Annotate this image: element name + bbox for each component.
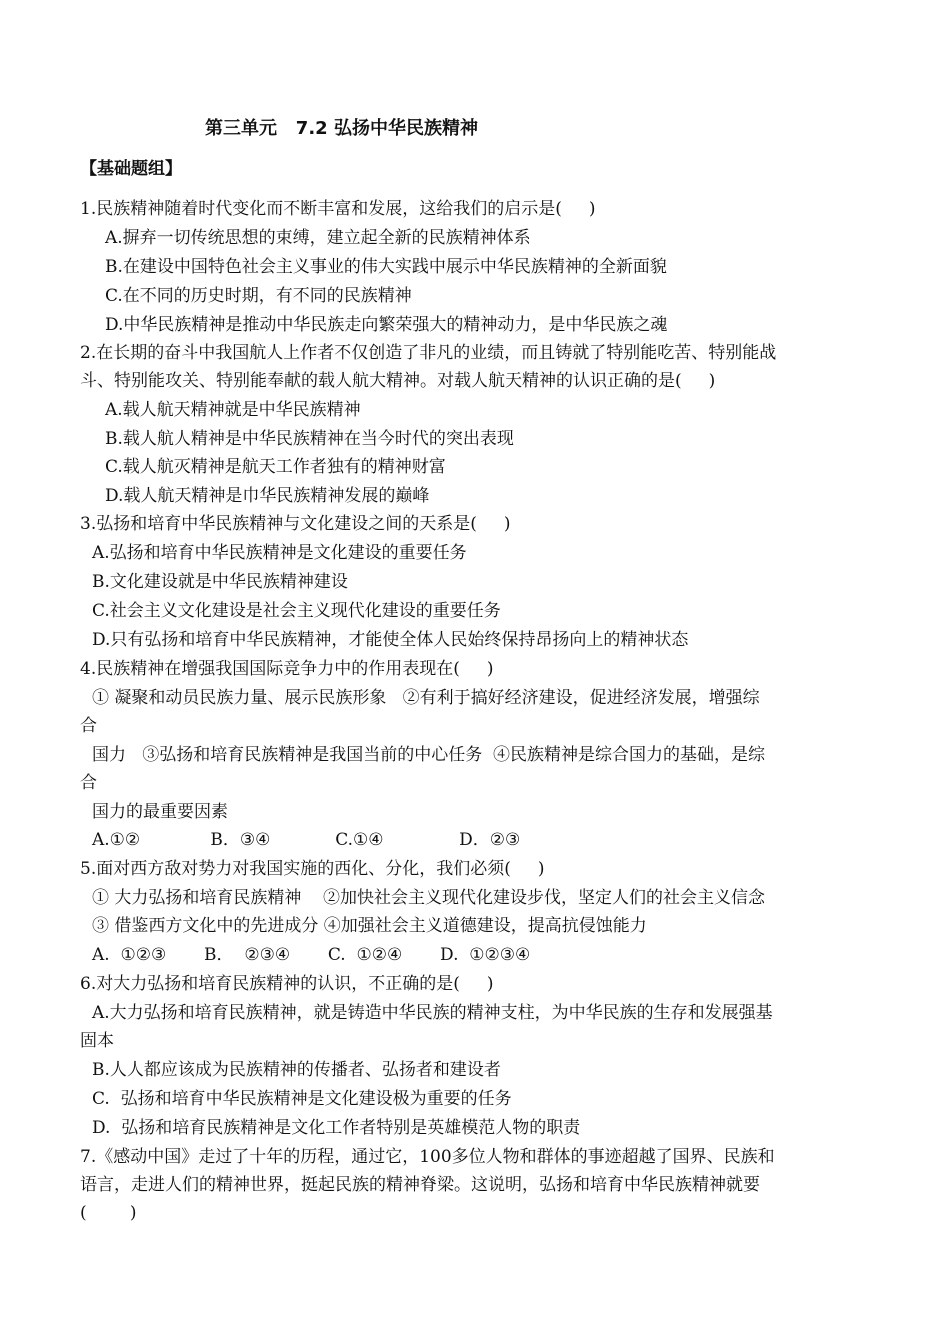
- question-7: 7.《感动中国》走过了十年的历程，通过它，100多位人物和群体的事迹超越了国界、民族和: [80, 1147, 775, 1167]
- option-3d: D.只有弘扬和培育中华民族精神，才能使全体人民始终保持昂扬向上的精神状态: [92, 630, 689, 650]
- option-3c: C.社会主义文化建设是社会主义现代化建设的重要任务: [92, 601, 501, 621]
- question-4: 4.民族精神在增强我国国际竞争力中的作用表现在( ): [80, 659, 494, 679]
- question-6: 6.对大力弘扬和培育民族精神的认识，不正确的是( ): [80, 974, 494, 994]
- option-6a: A.大力弘扬和培育民族精神，就是铸造中华民族的精神支柱，为中华民族的生存和发展强基: [92, 1003, 773, 1023]
- section-heading: 【基础题组】: [80, 159, 182, 179]
- option-6b: B.人人都应该成为民族精神的传播者、弘扬者和建设者: [92, 1060, 501, 1080]
- option-2a: A.载人航天精神就是中华民族精神: [105, 400, 361, 420]
- question-4-options: A.①② B．③④ C.①④ D．②③: [92, 830, 521, 850]
- question-7-blank: ( ): [80, 1203, 137, 1223]
- question-4-items-1-wrap: 合: [80, 716, 97, 736]
- question-5-options: A. ①②③ B． ②③④ C. ①②④ D. ①②③④: [92, 945, 531, 965]
- question-5-items-1: ① 大力弘扬和培育民族精神 ②加快社会主义现代化建设步伐，坚定人们的社会主义信念: [92, 888, 766, 908]
- option-6d: D. 弘扬和培育民族精神是文化工作者特别是英雄模范人物的职责: [92, 1118, 581, 1138]
- question-3: 3.弘扬和培育中华民族精神与文化建设之间的天系是( ): [80, 514, 511, 534]
- option-3b: B.文化建设就是中华民族精神建设: [92, 572, 348, 592]
- option-1d: D.中华民族精神是推动中华民族走向繁荣强大的精神动力，是中华民族之魂: [105, 315, 668, 335]
- question-5: 5.面对西方敌对势力对我国实施的西化、分化，我们必须( ): [80, 859, 545, 879]
- option-1c: C.在不同的历史时期，有不同的民族精神: [105, 286, 412, 306]
- question-2: 2.在长期的奋斗中我国航人上作者不仅创造了非凡的业绩，而且铸就了特别能吃苦、特别能战: [80, 343, 777, 363]
- question-2-cont: 斗、特别能攻关、特别能奉献的载人航大精神。对载人航天精神的认识正确的是( ): [80, 371, 716, 391]
- option-1b: B.在建设中国特色社会主义事业的伟大实践中展示中华民族精神的全新面貌: [105, 257, 667, 277]
- option-6c: C. 弘扬和培育中华民族精神是文化建设极为重要的任务: [92, 1089, 512, 1109]
- question-4-items-1: ① 凝聚和动员民族力量、展示民族形象 ②有利于搞好经济建设，促进经济发展，增强综: [92, 688, 760, 708]
- option-2c: C.载人航灭精神是航天工作者独有的精神财富: [105, 457, 446, 477]
- question-4-items-2: 国力 ③弘扬和培育民族精神是我国当前的中心任务 ④民族精神是综合国力的基础，是综: [92, 745, 766, 765]
- question-7-cont: 语言，走进人们的精神世界，挺起民族的精神脊梁。这说明，弘扬和培育中华民族精神就要: [80, 1175, 760, 1195]
- page-title: 第三单元 7.2 弘扬中华民族精神: [205, 118, 478, 139]
- question-4-items-2-wrap: 合: [80, 773, 97, 793]
- question-1: 1.民族精神随着时代变化而不断丰富和发展，这给我们的启示是( ): [80, 199, 596, 219]
- question-5-items-2: ③ 借鉴西方文化中的先进成分 ④加强社会主义道德建设，提高抗侵蚀能力: [92, 916, 647, 936]
- option-2d: D.载人航天精神是巾华民族精神发展的巅峰: [105, 486, 430, 506]
- option-3a: A.弘扬和培育中华民族精神是文化建设的重要任务: [92, 543, 467, 563]
- question-4-items-3: 国力的最重要因素: [92, 802, 228, 822]
- option-6a-wrap: 固本: [80, 1031, 114, 1051]
- option-2b: B.载人航人精神是中华民族精神在当今时代的突出表现: [105, 429, 514, 449]
- option-1a: A.摒弃一切传统思想的束缚，建立起全新的民族精神体系: [105, 228, 531, 248]
